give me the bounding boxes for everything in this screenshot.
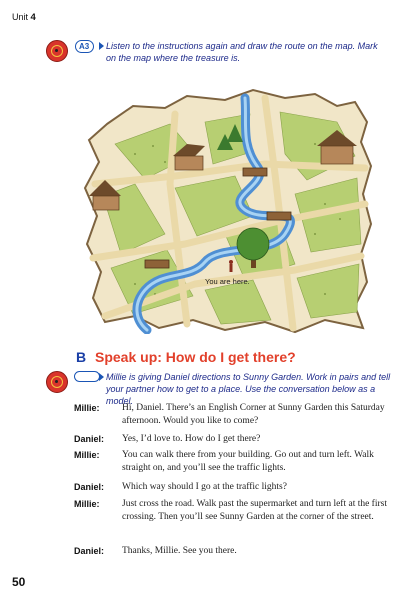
page-number: 50 — [12, 575, 26, 589]
speaking-arrow-icon — [99, 373, 104, 381]
speaker-name: Daniel: — [74, 546, 105, 556]
section-title: Speak up: How do I get there? — [95, 349, 296, 365]
line-text: Thanks, Millie. See you there. — [122, 546, 237, 556]
speaker-name: Millie: — [74, 450, 100, 460]
section-b-instruction: Millie is giving Daniel directions to Sunny Garden. Work in pairs and tell your partner how to get to a place. Use the conversation below as a model. — [106, 372, 391, 406]
speaker-name: Millie: — [74, 403, 100, 413]
bridge-middle — [267, 212, 291, 220]
map-you-are-here-label: You are here. — [205, 277, 250, 286]
line-text: Yes, I’d love to. How do I get there? — [122, 434, 261, 444]
speaker-name: Millie: — [74, 499, 100, 509]
play-arrow-icon — [99, 42, 104, 50]
unit-label: Unit — [12, 12, 29, 22]
unit-heading — [12, 12, 36, 23]
audio-track-label: A3 — [79, 42, 90, 51]
section-letter: B — [76, 349, 87, 365]
speaker-name: Daniel: — [74, 482, 105, 492]
line-text: Which way should I go at the traffic lights? — [122, 482, 287, 492]
task-a-instruction: Listen to the instructions again and draw the route on the map. Mark on the map where the treasure is. — [106, 41, 378, 63]
line-text: Hi, Daniel. There’s an English Corner at Sunny Garden this Saturday afternoon. Would you like to come? — [122, 403, 385, 426]
person-marker — [229, 260, 233, 272]
line-text: Just cross the road. Walk past the supermarket and turn left at the first crossing. Then you’ll see Sunny Garden at the corner of the street. — [122, 499, 387, 522]
unit-number: 4 — [30, 12, 36, 23]
line-text: You can walk there from your building. Go out and turn left. Walk straight on, and you’ll see the traffic lights. — [122, 450, 374, 473]
speaking-badge — [74, 371, 100, 382]
treasure-map — [75, 84, 375, 334]
bridge-bottom — [145, 260, 169, 268]
bridge-top — [243, 168, 267, 176]
listening-cd-icon — [46, 40, 68, 62]
speaking-cd-icon — [46, 371, 68, 393]
speaker-name: Daniel: — [74, 434, 105, 444]
audio-track-badge — [75, 40, 94, 53]
